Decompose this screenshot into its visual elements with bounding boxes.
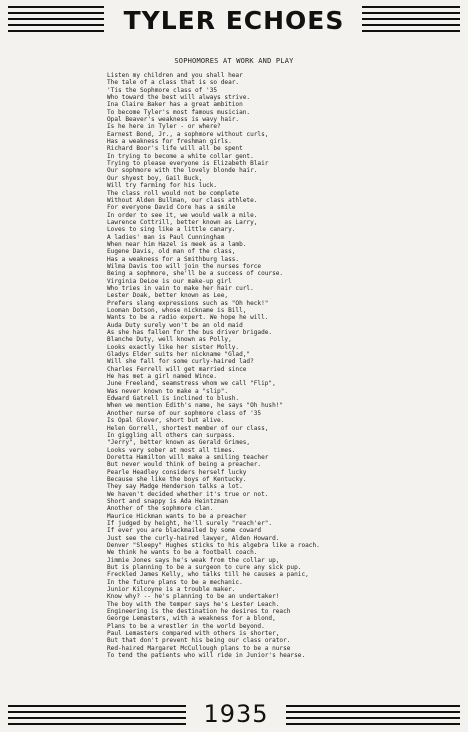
masthead xyxy=(0,6,468,36)
poem-line: Red-haired Margaret McCullough plans to be a nurse xyxy=(107,644,291,652)
poem-line: In trying to become a white collar gent. xyxy=(107,152,254,160)
poem-line: Gladys Elder suits her nickname "Glad," xyxy=(107,351,251,359)
poem-line: In order to see it, we would walk a mile. xyxy=(107,211,258,219)
footer-rule-left xyxy=(8,705,186,725)
poem-line: Was never known to make a "slip". xyxy=(107,387,229,395)
poem-line: Is Opal Glover, short but alive. xyxy=(107,417,225,425)
footer xyxy=(0,700,468,728)
poem-line: 'Tis the Sophmore class of '35 xyxy=(107,86,218,94)
poem-line: Virginia DeLoe is our make-up girl xyxy=(107,277,232,285)
poem-line: Blanche Duty, well known as Polly, xyxy=(107,336,232,344)
poem-line: Because she like the boys of Kentucky. xyxy=(107,475,247,483)
poem-line: Who tries in vain to make her hair curl. xyxy=(107,284,254,292)
poem-line: Denver "Sleepy" Hughes sticks to his algebra like a roach. xyxy=(107,542,320,549)
poem-line: Eugene Davis, old man of the class, xyxy=(107,248,236,256)
poem-line: The class roll would not be complete xyxy=(107,189,240,197)
poem-line: Prefers slang expressions such as "Oh heck!" xyxy=(107,299,269,307)
poem-line: Another nurse of our sophmore class of '35 xyxy=(107,409,262,417)
poem-line: But is planning to be a surgeon to cure any sick pup. xyxy=(107,564,302,572)
poem-line: Who toward the best will always strive. xyxy=(107,94,251,102)
poem-line: Paul Lemasters compared with others is shorter, xyxy=(107,630,280,638)
poem-line: Richard Boor's life will all be spent xyxy=(107,145,243,153)
poem-line: He has met a girl named Wince. xyxy=(107,373,218,381)
poem-line: Has a weakness for freshman girls. xyxy=(107,138,232,146)
poem-line: Looman Dotson, whose nickname is Bill, xyxy=(107,307,247,314)
poem-line: Lawrence Cottrill, better known as Larry, xyxy=(107,218,258,226)
poem-line: Know why? -- he's planning to be an undertaker! xyxy=(107,593,280,601)
poem-line: Freckled James Kelly, who talks till he causes a panic, xyxy=(107,571,309,579)
poem-line: Listen my children and you shall hear xyxy=(107,72,243,79)
poem-line: Earnest Bond, Jr., a sophmore without curls, xyxy=(107,130,269,138)
poem-line: Engineering is the destination he desires to reach xyxy=(107,608,291,616)
poem-line: George Lemasters, with a weakness for a blond, xyxy=(107,615,276,623)
poem-line: Our sophmore with the lovely blonde hair. xyxy=(107,167,258,175)
poem-line: Another of the sophmore clan. xyxy=(107,505,214,513)
poem-line: As she has fallen for the bus driver brigade. xyxy=(107,329,273,337)
poem-line: Short and snappy is Ada Heintzman xyxy=(107,497,229,505)
poem-line: Wants to be a radio expert. We hope he will. xyxy=(107,314,269,322)
poem-body xyxy=(107,72,462,660)
poem-line: Doretta Hamilton will make a smiling teacher xyxy=(107,453,269,461)
poem-line: Helen Gorrell, shortest member of our class, xyxy=(107,424,269,432)
poem-line: Opal Beaver's weakness is wavy hair. xyxy=(107,116,240,124)
publication-title: TYLER ECHOES xyxy=(123,6,345,35)
poem-line: To become Tyler's most famous musician. xyxy=(107,108,251,116)
poem-line: Will she fall for some curly-haired lad? xyxy=(107,358,254,366)
poem-line: When near him Hazel is meek as a lamb. xyxy=(107,240,247,248)
poem-line: Ina Claire Baker has a great ambition xyxy=(107,101,243,109)
poem-line: Has a weakness for a Smithburg lass. xyxy=(107,255,240,263)
poem-line: Looks very sober at most all times. xyxy=(107,446,236,454)
poem-line: When we mention Edith's name, he says "Oh hush!" xyxy=(107,402,284,410)
poem-line: Trying to please everyone is Elizabeth Blair xyxy=(107,160,269,168)
poem-line: They say Madge Henderson talks a lot. xyxy=(107,483,243,491)
poem-line: Just see the curly-haired lawyer, Alden Howard. xyxy=(107,534,280,542)
poem-line: Junior Kilcoyne is a trouble maker. xyxy=(107,586,236,594)
poem-line: Pearle Headley considers herself lucky xyxy=(107,468,247,476)
poem-line: Maurice Hickman wants to be a preacher xyxy=(107,512,247,520)
footer-rule-right xyxy=(286,705,460,725)
poem-line: The tale of a class that is so dear. xyxy=(107,79,240,87)
poem-line: Looks exactly like her sister Molly. xyxy=(107,343,240,351)
poem-line: Lester Doak, better known as Lee, xyxy=(107,292,229,300)
poem-line: If ever you are blackmailed by some coward xyxy=(107,527,262,535)
poem-line: Auda Duty surely won't be an old maid xyxy=(107,321,243,329)
poem-line: Is he here in Tyler - or where? xyxy=(107,123,221,131)
masthead-rule-right xyxy=(362,6,460,36)
poem-line: We think he wants to be a football coach. xyxy=(107,549,258,557)
poem-line: Jimmie Jones says he's weak from the collar up, xyxy=(107,556,280,564)
poem-line: For everyone David Core has a smile xyxy=(107,204,236,212)
poem-line: Plans to be a wrestler in the world beyond. xyxy=(107,622,265,630)
poem-line: June Freeland, seamstress whom we call "Flip", xyxy=(107,380,276,388)
year-label: 1935 xyxy=(203,700,269,728)
poem-line: Edward Gatrell is inclined to blush. xyxy=(107,395,240,403)
poem-line: But never would think of being a preacher. xyxy=(107,461,262,469)
poem-line: "Jerry", better known as Gerald Grimes, xyxy=(107,439,251,447)
poem-line: Being a sophmore, she'll be a success of course. xyxy=(107,270,284,278)
poem-line: Without Alden Bullman, our class athlete. xyxy=(107,196,258,204)
poem-line: Loves to sing like a little canary. xyxy=(107,226,236,234)
poem-line: The boy with the temper says he's Lester Leach. xyxy=(107,600,280,608)
article-heading: SOPHOMORES AT WORK AND PLAY xyxy=(174,57,294,65)
poem-line: Will try farming for his luck. xyxy=(107,182,218,190)
poem-line: To tend the patients who will ride in Junior's hearse. xyxy=(107,652,306,660)
poem-line: If judged by height, he'll surely "reach'er". xyxy=(107,519,273,527)
poem-line: Wilma Davis too will join the nurses force xyxy=(107,262,262,270)
masthead-rule-left xyxy=(8,6,104,36)
poem-line: But that don't prevent his being our class orator. xyxy=(107,637,291,645)
poem-line: In the future plans to be a mechanic. xyxy=(107,578,243,586)
poem-line: We haven't decided whether it's true or not. xyxy=(107,490,269,498)
poem-line: Our shyest boy, Gail Buck, xyxy=(107,174,203,182)
poem-line: In giggling all others can surpass. xyxy=(107,431,236,439)
poem-line: Charles Ferrell will get married since xyxy=(107,365,247,373)
poem-line: A ladies' man is Paul Cunningham xyxy=(107,233,225,241)
